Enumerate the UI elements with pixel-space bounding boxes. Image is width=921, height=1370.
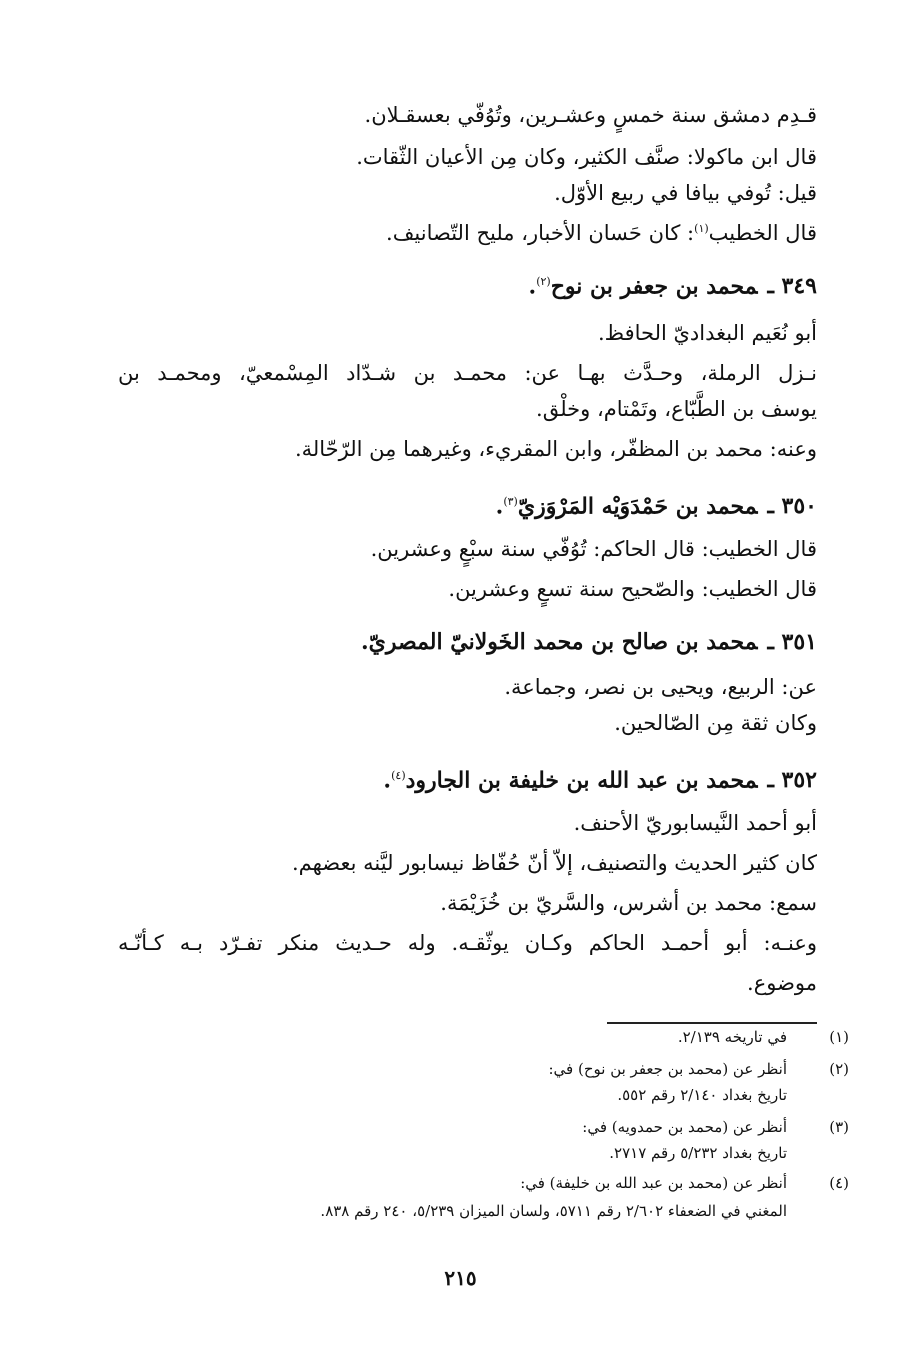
- entry-heading-end: .: [360, 629, 369, 655]
- entry-name: محمد بن صالح بن محمد الخَولانيّ المصريّ: [368, 629, 758, 655]
- entry-number: ٣٤٩ ـ: [767, 273, 817, 300]
- entry-heading-349: [529, 264, 817, 304]
- entry-number: ٣٥١ ـ: [767, 629, 817, 655]
- text-line: عن: الربيع، ويحيى بن نصر، وجماعة.: [504, 675, 817, 699]
- footnote-ref: (٤): [391, 769, 406, 782]
- text-line: سمع: محمد بن أشرس، والسَّريّ بن خُزَيْمَة.: [440, 891, 817, 915]
- entry-number: ٣٥٠ ـ: [767, 493, 817, 520]
- entry-name: محمد بن حَمْدَوَيْه المَرْوَزيّ: [517, 493, 758, 520]
- footnote-ref: (٢): [536, 275, 551, 288]
- text-line: [386, 212, 817, 250]
- entry-heading-351: [361, 624, 817, 660]
- footnote-mark: (٣): [829, 1118, 849, 1136]
- footnote-1: [678, 1024, 849, 1050]
- footnote-4: [520, 1170, 849, 1196]
- text-line: أبو أحمد النَّيسابوريّ الأحنف.: [573, 811, 817, 835]
- footnote-ref: (١): [694, 222, 709, 235]
- text-fragment: : كان حَسان الأخبار، مليح التّصانيف.: [386, 221, 695, 245]
- entry-heading-end: .: [528, 273, 537, 300]
- entry-heading-end: .: [495, 493, 504, 520]
- footnote-text: أنظر عن (محمد بن جعفر بن نوح) في:: [548, 1060, 787, 1078]
- entry-name: محمد بن جعفر بن نوح: [550, 273, 758, 300]
- footnote-text: المغني في الضعفاء ٢/٦٠٢ رقم ٥٧١١، ولسان الميزان ٥/٢٣٩، ٢٤٠ رقم ٨٣٨.: [320, 1202, 787, 1220]
- footnote-2: [548, 1056, 849, 1082]
- entry-name: محمد بن عبد الله بن خليفة بن الجارود: [405, 767, 758, 794]
- footnote-mark: (١): [829, 1028, 849, 1046]
- entry-heading-end: .: [383, 767, 392, 794]
- text-line: قيل: تُوفي بيافا في ربيع الأوّل.: [554, 181, 817, 205]
- footnote-text: تاريخ بغداد ٢/١٤٠ رقم ٥٥٢.: [617, 1086, 787, 1104]
- footnote-3: [582, 1114, 849, 1140]
- footnote-text: تاريخ بغداد ٥/٢٣٢ رقم ٢٧١٧.: [609, 1144, 787, 1162]
- text-line: وكان ثقة مِن الصّالحين.: [614, 711, 817, 735]
- text-line: موضوع.: [747, 971, 817, 995]
- footnote-mark: (٤): [829, 1174, 849, 1192]
- entry-heading-350: [496, 484, 817, 524]
- entry-number: ٣٥٢ ـ: [767, 767, 817, 794]
- footnote-ref: (٣): [503, 495, 518, 508]
- text-fragment: قال الخطيب: [708, 221, 817, 245]
- text-line: قال الخطيب: والصّحيح سنة تسعٍ وعشرين.: [448, 577, 817, 601]
- footnote-mark: (٢): [829, 1060, 849, 1078]
- text-line: وعنه: محمد بن المظفّر، وابن المقريء، وغيرهما مِن الرّحّالة.: [294, 437, 817, 461]
- text-line: وعنـه: أبو أحمـد الحاكم وكـان يوثّقـه. وله حـديث منكر تفـرّد بـه كـأنّـه: [118, 931, 817, 955]
- page-number: ٢١٥: [444, 1266, 477, 1290]
- footnote-text: أنظر عن (محمد بن حمدويه) في:: [582, 1118, 787, 1136]
- footnote-text: أنظر عن (محمد بن عبد الله بن خليفة) في:: [520, 1174, 787, 1192]
- text-line: قال الخطيب: قال الحاكم: تُوُفّي سنة سبْعٍ وعشرين.: [370, 537, 817, 561]
- text-line: يوسف بن الطَّبّاع، وتَمْتام، وخلْق.: [536, 397, 817, 421]
- footnote-text: في تاريخه ٢/١٣٩.: [677, 1028, 787, 1046]
- text-line: نـزل الرملة، وحـدَّث بهـا عن: محمـد بن شـدّاد المِسْمعيّ، ومحمـد بن: [118, 361, 817, 385]
- text-line: قـدِم دمشق سنة خمسٍ وعشـرين، وتُوُفّي بعسقـلان.: [364, 103, 817, 127]
- text-line: أبو نُعَيم البغداديّ الحافظ.: [597, 321, 817, 345]
- entry-heading-352: [383, 758, 817, 798]
- text-line: قال ابن ماكولا: صنَّف الكثير، وكان مِن الأعيان الثّقات.: [356, 145, 817, 169]
- text-line: كان كثير الحديث والتصنيف، إلاّ أنّ حُفّاظ نيسابور ليَّنه بعضهم.: [291, 851, 817, 875]
